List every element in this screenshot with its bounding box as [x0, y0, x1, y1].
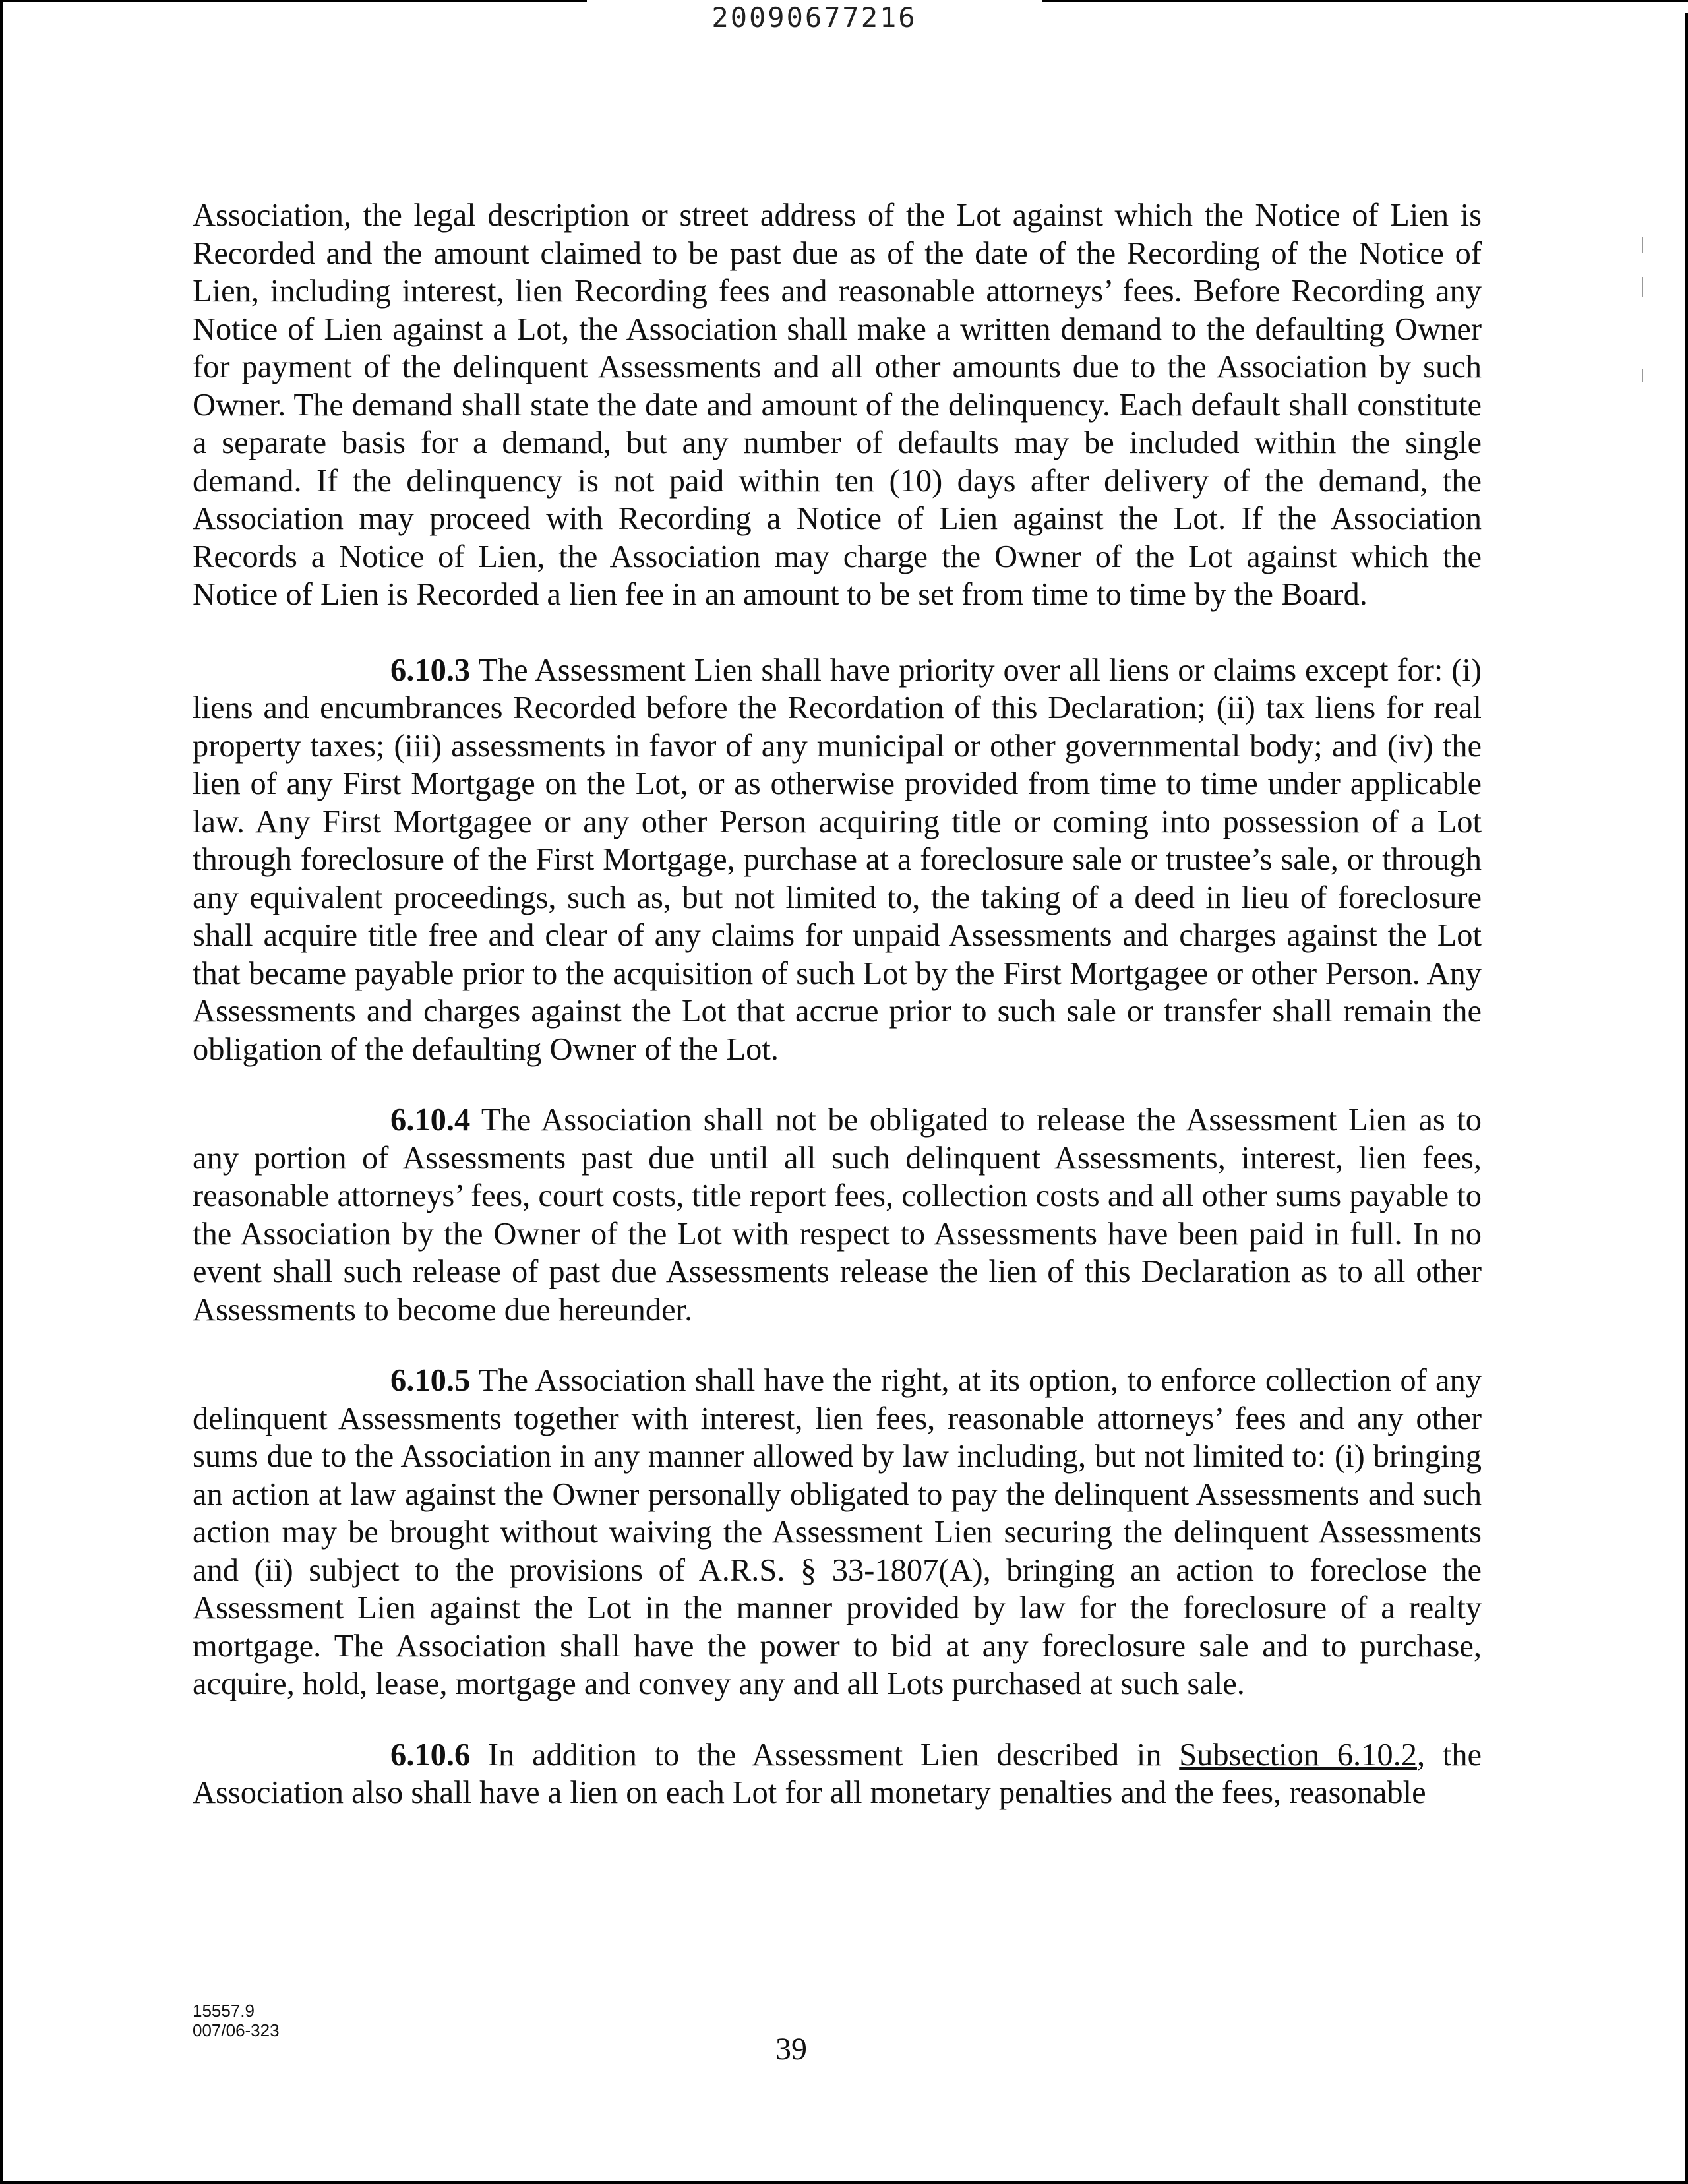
page-border-bottom [0, 2181, 1688, 2184]
paragraph-continuation [193, 197, 1482, 614]
section-number: 6.10.4 [390, 1103, 471, 1138]
page-border-right [1685, 13, 1688, 2184]
paragraph-text: , the Association also shall have a lien on each Lot for all monetary penalties and the fees, reasonable [193, 1737, 1482, 1810]
section-number: 6.10.5 [390, 1363, 471, 1398]
paragraph-text: Association, the legal description or street address of the Lot against which the Notice of Lien is Recorded and the amount claimed to be past due as of the date of the Recording of the Notice of Lien, including interest, lien Recording fees and reasonable attorneys’ fees. Before Recording any Notice of Lien against a Lot, the Association shall make a written demand to the defaulting Owner for payment of the delinquent Assessments and all other amounts due to the Association by such Owner. The demand shall state the date and amount of the delinquency. Each default shall constitute a separate basis for a demand, but any number of defaults may be included within the single demand. If the delinquency is not paid within ten (10) days after delivery of the demand, the Association may proceed with Recording a Notice of Lien against the Lot. If the Association Records a Notice of Lien, the Association may charge the Owner of the Lot against which the Notice of Lien is Recorded a lien fee in an amount to be set from time to time by the Board. [193, 198, 1482, 612]
paragraph-text: The Association shall not be obligated to release the Assessment Lien as to any portion of Assessments past due until all such delinquent Assessments, interest, lien fees, reasonable attorneys’ fees, court costs, title report fees, collection costs and all other sums payable to the Association by the Owner of the Lot with respect to Assessments have been paid in full. In no event shall such release of past due Assessments release the lien of this Declaration as to all other Assessments to become due hereunder. [193, 1103, 1482, 1327]
paragraph-text: The Association shall have the right, at its option, to enforce collection of any delinquent Assessments together with interest, lien fees, reasonable attorneys’ fees and any other sums due to the Association in any manner allowed by law including, but not limited to: (i) bringing an action at law against the Owner personally obligated to pay the delinquent Assessments and such action may be brought without waiving the Assessment Lien securing the delinquent Assessments and (ii) subject to the provisions of A.R.S. § 33-1807(A), bringing an action to foreclose the Assessment Lien against the Lot in the manner provided by law for the foreclosure of a realty mortgage. The Association shall have the power to bid at any foreclosure sale and to purchase, acquire, hold, lease, mortgage and convey any and all Lots purchased at such sale. [193, 1363, 1482, 1701]
paragraph-text: The Assessment Lien shall have priority over all liens or claims except for: (i) liens and encumbrances Recorded before the Recordation of this Declaration; (ii) tax liens for real property taxes; (iii) assessments in favor of any municipal or other governmental body; and (iv) the lien of any First Mortgage on the Lot, or as otherwise provided from time to time under applicable law. Any First Mortgagee or any other Person acquiring title or coming into possession of a Lot through foreclosure of the First Mortgage, purchase at a foreclosure sale or trustee’s sale, or through any equivalent proceedings, such as, but not limited to, the taking of a deed in lieu of foreclosure shall acquire title free and clear of any claims for unpaid Assessments and charges against the Lot that became payable prior to the acquisition of such Lot by the First Mortgagee or other Person. Any Assessments and charges against the Lot that accrue prior to such sale or transfer shall remain the obligation of the defaulting Owner of the Lot. [193, 652, 1482, 1067]
section-6-10-5 [193, 1362, 1482, 1703]
footer-id-line: 15557.9 [193, 2001, 255, 2020]
recording-number: 20090677216 [711, 1, 917, 34]
section-number: 6.10.3 [390, 652, 471, 688]
document-body [193, 197, 1482, 1845]
scan-mark [1642, 369, 1643, 382]
page-number: 39 [775, 2032, 807, 2067]
subsection-reference: Subsection 6.10.2 [1179, 1737, 1417, 1773]
section-number: 6.10.6 [390, 1737, 471, 1773]
section-6-10-4 [193, 1101, 1482, 1329]
paragraph-text: In addition to the Assessment Lien described in [470, 1737, 1180, 1773]
section-6-10-6 [193, 1736, 1482, 1812]
footer-id-line: 007/06-323 [193, 2020, 280, 2040]
page-border-left [0, 0, 3, 2184]
scan-mark [1642, 237, 1643, 253]
scan-mark [1642, 277, 1643, 297]
section-6-10-3 [193, 652, 1482, 1069]
